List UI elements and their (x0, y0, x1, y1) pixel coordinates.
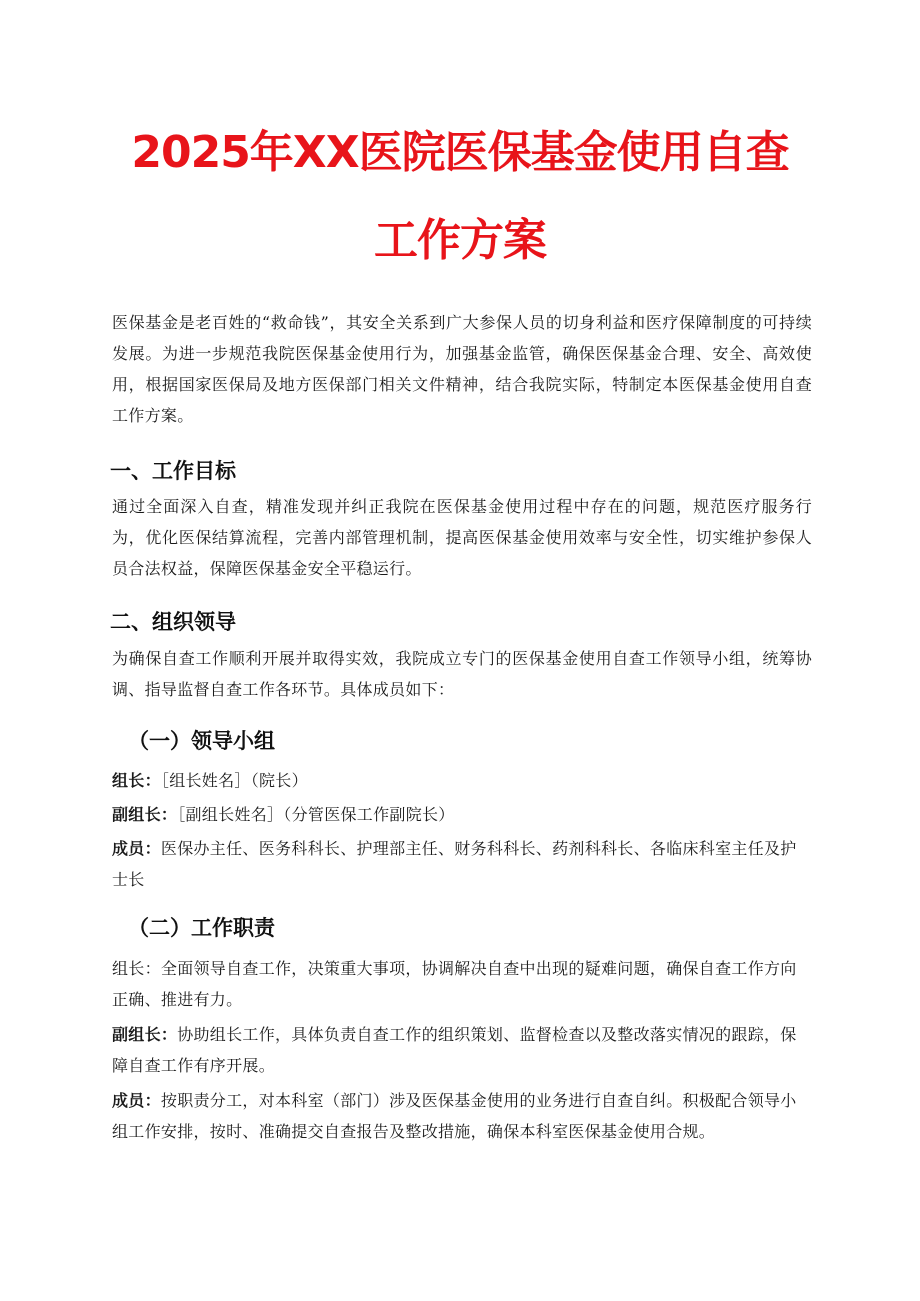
members-line (112, 833, 812, 895)
deputy-label: 副组长： (112, 805, 178, 824)
subsection-heading-responsibilities: （二）工作职责 (128, 916, 275, 940)
deputy-value: ［副组长姓名］（分管医保工作副院长） (177, 805, 455, 824)
document-title-line-2: 工作方案 (374, 215, 546, 266)
subsection-heading-leading-group: （一）领导小组 (128, 729, 275, 753)
organization-paragraph: 为确保自查工作顺利开展并取得实效，我院成立专门的医保基金使用自查工作领导小组，统筹协调、指导监督自查工作各环节。具体成员如下： (112, 649, 812, 699)
deputy-duty-label: 副组长： (112, 1025, 178, 1044)
section-heading-goals: 一、工作目标 (110, 459, 236, 483)
deputy-duty-line (112, 1019, 812, 1081)
leader-duty-value: 全面领导自查工作，决策重大事项，协调解决自查中出现的疑难问题，确保自查工作方向正确、推进有力。 (112, 959, 797, 1009)
goals-paragraph: 通过全面深入自查，精准发现并纠正我院在医保基金使用过程中存在的问题，规范医疗服务行为，优化医保结算流程，完善内部管理机制，提高医保基金使用效率与安全性，切实维护参保人员合法权益，保障医保基金安全平稳运行。 (112, 497, 812, 578)
leader-duty-line (112, 953, 812, 1015)
members-duty-line (112, 1085, 812, 1147)
members-duty-value: 按职责分工，对本科室（部门）涉及医保基金使用的业务进行自查自纠。积极配合领导小组工作安排，按时、准确提交自查报告及整改措施，确保本科室医保基金使用合规。 (112, 1091, 797, 1141)
leader-duty-label: 组长： (112, 959, 161, 978)
leader-label: 组长： (112, 771, 161, 790)
deputy-line (112, 799, 812, 830)
members-duty-label: 成员： (112, 1091, 161, 1110)
leader-value: ［组长姓名］（院长） (160, 771, 308, 790)
section-heading-organization: 二、组织领导 (110, 610, 236, 634)
leader-line (112, 765, 812, 796)
intro-paragraph: 医保基金是老百姓的“救命钱”，其安全关系到广大参保人员的切身利益和医疗保障制度的可持续发展。为进一步规范我院医保基金使用行为，加强基金监管，确保医保基金合理、安全、高效使用，根据国家医保局及地方医保部门相关文件精神，结合我院实际，特制定本医保基金使用自查工作方案。 (112, 313, 812, 425)
document-title-line-1: 2025年XX医院医保基金使用自查 (131, 127, 789, 178)
deputy-duty-value: 协助组长工作，具体负责自查工作的组织策划、监督检查以及整改落实情况的跟踪，保障自查工作有序开展。 (112, 1025, 797, 1075)
members-label: 成员： (112, 839, 161, 858)
members-value: 医保办主任、医务科科长、护理部主任、财务科科长、药剂科科长、各临床科室主任及护士长 (112, 839, 797, 889)
